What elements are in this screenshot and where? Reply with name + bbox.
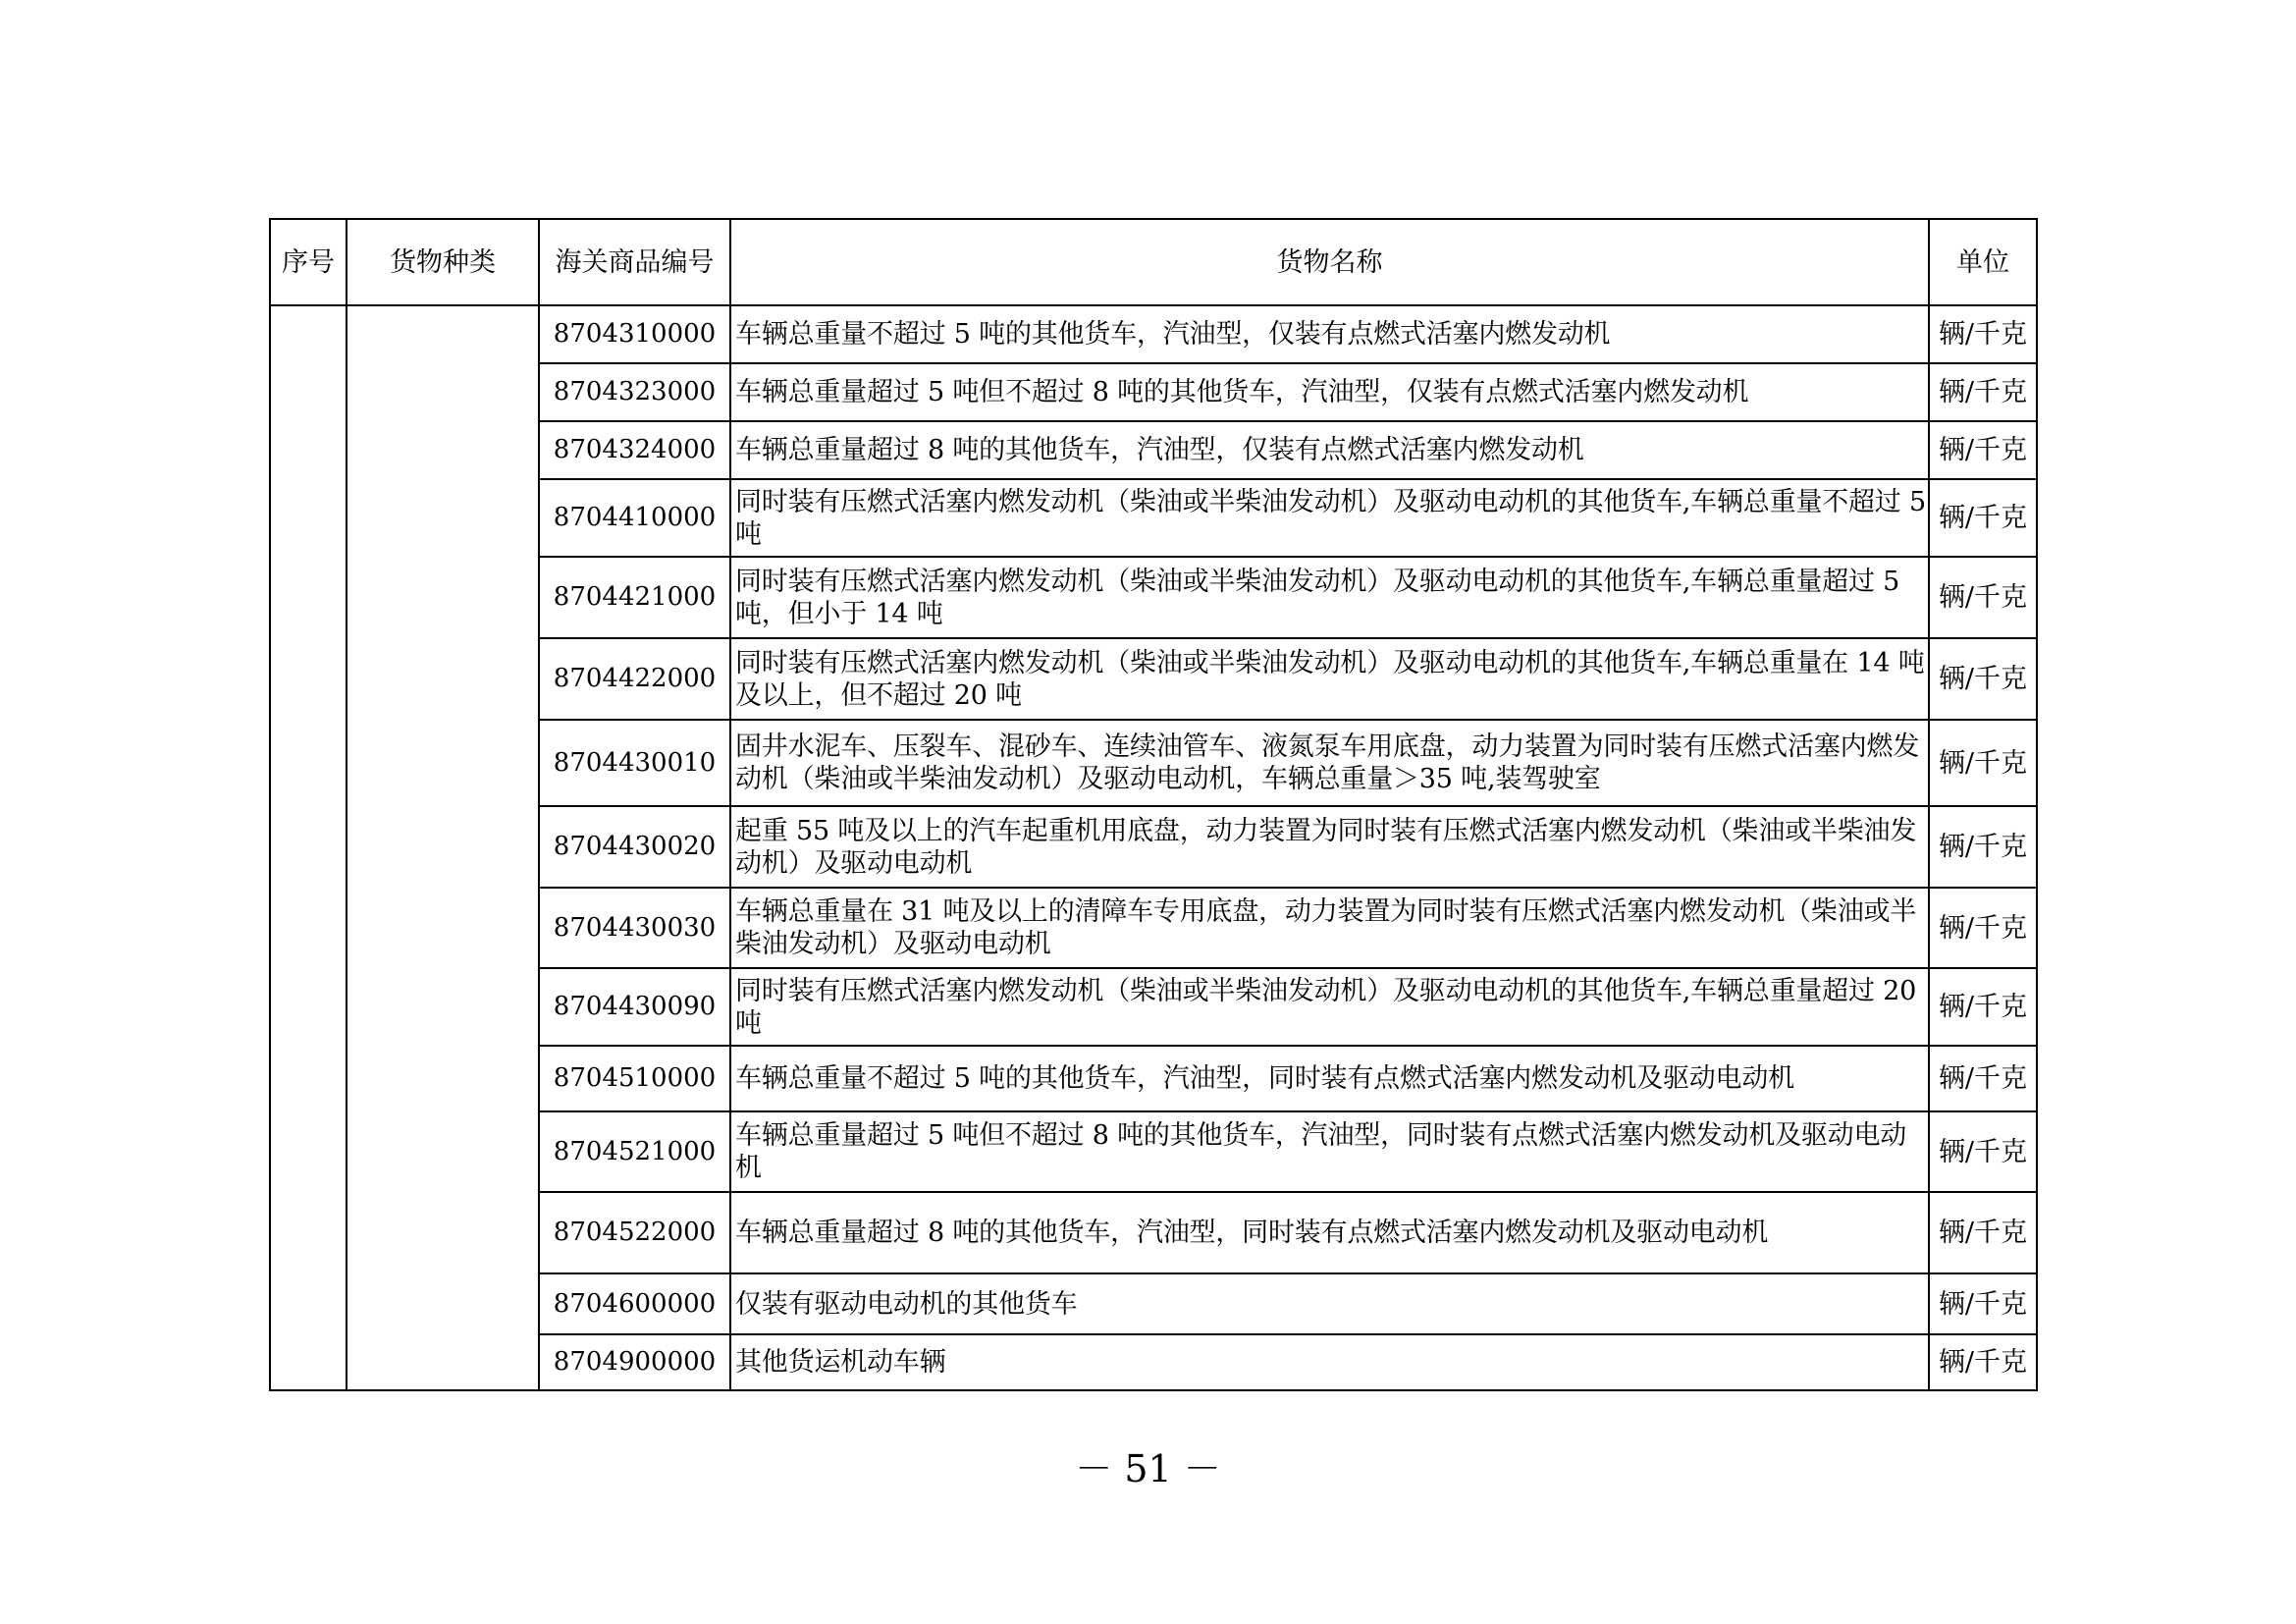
- unit-cell: 辆/千克: [1929, 1273, 2037, 1334]
- name-cell: 同时装有压燃式活塞内燃发动机（柴油或半柴油发动机）及驱动电动机的其他货车,车辆总重量超过 5 吨，但小于 14 吨: [730, 557, 1929, 638]
- header-code: 海关商品编号: [539, 219, 730, 305]
- unit-cell: 辆/千克: [1929, 720, 2037, 806]
- name-cell: 车辆总重量不超过 5 吨的其他货车，汽油型，同时装有点燃式活塞内燃发动机及驱动电动机: [730, 1046, 1929, 1111]
- code-cell: 8704430010: [539, 720, 730, 806]
- name-cell: 同时装有压燃式活塞内燃发动机（柴油或半柴油发动机）及驱动电动机的其他货车,车辆总重量在 14 吨及以上，但不超过 20 吨: [730, 638, 1929, 720]
- table-row: [270, 305, 2037, 363]
- unit-cell: 辆/千克: [1929, 479, 2037, 557]
- code-cell: 8704900000: [539, 1334, 730, 1390]
- unit-cell: 辆/千克: [1929, 557, 2037, 638]
- goods-table: [269, 218, 2038, 1391]
- code-cell: 8704600000: [539, 1273, 730, 1334]
- name-cell: 车辆总重量超过 8 吨的其他货车，汽油型，仅装有点燃式活塞内燃发动机: [730, 421, 1929, 479]
- unit-cell: 辆/千克: [1929, 888, 2037, 968]
- name-cell: 固井水泥车、压裂车、混砂车、连续油管车、液氮泵车用底盘，动力装置为同时装有压燃式活塞内燃发动机（柴油或半柴油发动机）及驱动电动机，车辆总重量＞35 吨,装驾驶室: [730, 720, 1929, 806]
- category-cell: [347, 305, 539, 1390]
- goods-table-container: [269, 218, 2036, 1391]
- unit-cell: 辆/千克: [1929, 1334, 2037, 1390]
- name-cell: 车辆总重量超过 8 吨的其他货车，汽油型，同时装有点燃式活塞内燃发动机及驱动电动机: [730, 1192, 1929, 1273]
- unit-cell: 辆/千克: [1929, 1192, 2037, 1273]
- code-cell: 8704422000: [539, 638, 730, 720]
- code-cell: 8704522000: [539, 1192, 730, 1273]
- code-cell: 8704430030: [539, 888, 730, 968]
- page-number: － 51 －: [1075, 1447, 1221, 1490]
- name-cell: 同时装有压燃式活塞内燃发动机（柴油或半柴油发动机）及驱动电动机的其他货车,车辆总重量超过 20 吨: [730, 968, 1929, 1046]
- code-cell: 8704430090: [539, 968, 730, 1046]
- unit-cell: 辆/千克: [1929, 363, 2037, 421]
- name-cell: 其他货运机动车辆: [730, 1334, 1929, 1390]
- code-cell: 8704410000: [539, 479, 730, 557]
- seq-cell: [270, 305, 347, 1390]
- code-cell: 8704521000: [539, 1111, 730, 1192]
- header-category: 货物种类: [347, 219, 539, 305]
- name-cell: 车辆总重量超过 5 吨但不超过 8 吨的其他货车，汽油型，仅装有点燃式活塞内燃发动机: [730, 363, 1929, 421]
- code-cell: 8704310000: [539, 305, 730, 363]
- name-cell: 车辆总重量超过 5 吨但不超过 8 吨的其他货车，汽油型，同时装有点燃式活塞内燃发动机及驱动电动机: [730, 1111, 1929, 1192]
- unit-cell: 辆/千克: [1929, 806, 2037, 888]
- header-unit: 单位: [1929, 219, 2037, 305]
- code-cell: 8704510000: [539, 1046, 730, 1111]
- unit-cell: 辆/千克: [1929, 421, 2037, 479]
- header-seq: 序号: [270, 219, 347, 305]
- name-cell: 起重 55 吨及以上的汽车起重机用底盘，动力装置为同时装有压燃式活塞内燃发动机（柴油或半柴油发动机）及驱动电动机: [730, 806, 1929, 888]
- code-cell: 8704430020: [539, 806, 730, 888]
- name-cell: 车辆总重量在 31 吨及以上的清障车专用底盘，动力装置为同时装有压燃式活塞内燃发动机（柴油或半柴油发动机）及驱动电动机: [730, 888, 1929, 968]
- unit-cell: 辆/千克: [1929, 638, 2037, 720]
- header-name: 货物名称: [730, 219, 1929, 305]
- unit-cell: 辆/千克: [1929, 968, 2037, 1046]
- code-cell: 8704323000: [539, 363, 730, 421]
- unit-cell: 辆/千克: [1929, 1046, 2037, 1111]
- unit-cell: 辆/千克: [1929, 1111, 2037, 1192]
- unit-cell: 辆/千克: [1929, 305, 2037, 363]
- name-cell: 仅装有驱动电动机的其他货车: [730, 1273, 1929, 1334]
- code-cell: 8704324000: [539, 421, 730, 479]
- header-row: [270, 219, 2037, 305]
- name-cell: 车辆总重量不超过 5 吨的其他货车，汽油型，仅装有点燃式活塞内燃发动机: [730, 305, 1929, 363]
- code-cell: 8704421000: [539, 557, 730, 638]
- name-cell: 同时装有压燃式活塞内燃发动机（柴油或半柴油发动机）及驱动电动机的其他货车,车辆总重量不超过 5 吨: [730, 479, 1929, 557]
